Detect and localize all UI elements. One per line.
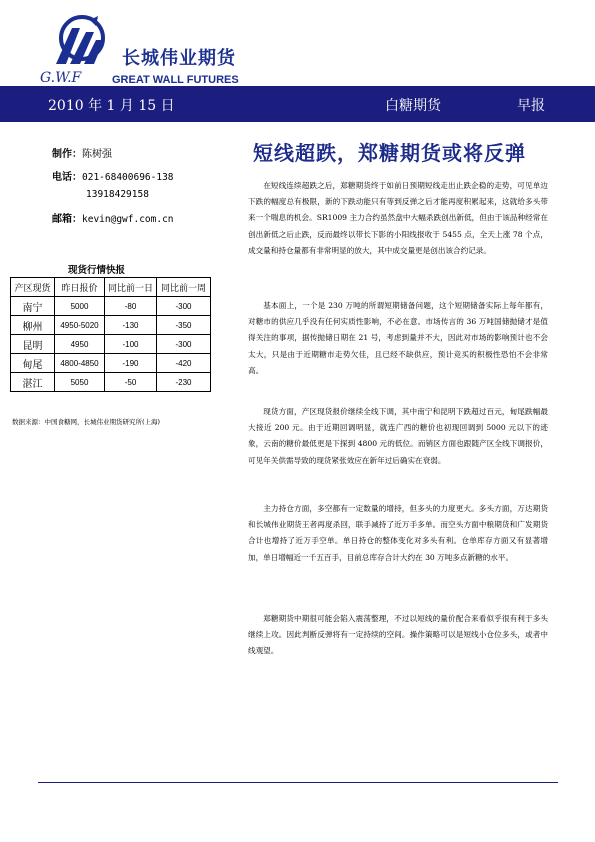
data-source-note: 数据来源：中国食糖网，长城伟业期货研究所(上海) — [12, 418, 161, 426]
weekly-change-cell: -420 — [157, 354, 211, 373]
price-cell: 5000 — [55, 297, 105, 316]
phone-number-1: 021-68400696-138 — [82, 172, 174, 183]
phone-line-2 — [86, 189, 149, 200]
email-line — [52, 210, 174, 225]
phone-number-2: 13918429158 — [86, 189, 149, 200]
region-cell: 昆明 — [11, 335, 55, 354]
article-paragraph: 郑糖期货中期很可能会陷入震荡整理，不过以短线的量价配合来看似乎很有利于多头继续上攻。因此判断反弹将有一定持续的空间。操作策略可以是短线小仓位多头，或者中线观望。 — [248, 614, 548, 656]
table-row — [11, 316, 211, 335]
column-header: 昨日报价 — [55, 278, 105, 297]
phone-line — [52, 168, 174, 183]
article-paragraph: 在短线连续超跌之后，郑糖期货终于如前日预期短线走出止跌企稳的走势，可见单边下跌的幅度总有极限，新的下跌动能只有等到反弹之后才能再度积累起来，这就给多头带来一个喘息的机会。SR1009 主力合约虽然盘中大幅杀跌创出新低，但由于该品种经常在创出新低之后止跌，反而最终以带长下影的小阳线报收于 5455 点，全天上涨 78 个点，成交量和持仓量都有非常明显的放大，其中成交量更是创出该合约记录。 — [248, 181, 548, 255]
region-cell: 湛江 — [11, 373, 55, 392]
price-cell: 5050 — [55, 373, 105, 392]
footer-divider — [38, 782, 558, 783]
article-headline: 短线超跌，郑糖期货或将反弹 — [253, 141, 526, 165]
author-name: 陈树强 — [82, 149, 112, 160]
price-cell: 4950 — [55, 335, 105, 354]
spot-table-title: 现货行情快报 — [68, 265, 126, 276]
report-banner — [0, 86, 595, 122]
article-paragraph: 现货方面，产区现货报价继续全线下调，其中南宁和昆明下跌超过百元，甸尾跌幅最大接近 200 元。由于近期回调明显，就连广西的糖价也初现回调到 5000 元以下的迹象，云南的糖价最低更是下探到 4800 元的低位。而销区方面也跟随产区全线下调报价，可见年关供需导致的现货紧张效应在新年过后确实在衰弱。 — [248, 407, 548, 465]
author-label: 制作： — [52, 149, 82, 160]
table-row — [11, 354, 211, 373]
weekly-change-cell: -300 — [157, 335, 211, 354]
table-row — [11, 335, 211, 354]
company-name-cn: 长城伟业期货 — [122, 48, 236, 69]
spot-price-table — [10, 277, 211, 392]
daily-change-cell: -50 — [105, 373, 157, 392]
region-cell: 南宁 — [11, 297, 55, 316]
company-name-en: GREAT WALL FUTURES — [112, 74, 239, 86]
price-cell: 4800-4850 — [55, 354, 105, 373]
table-row — [11, 297, 211, 316]
table-header-row — [11, 278, 211, 297]
report-date: 2010 年 1 月 15 日 — [48, 98, 175, 114]
weekly-change-cell: -300 — [157, 297, 211, 316]
daily-change-cell: -80 — [105, 297, 157, 316]
article-paragraph: 基本面上，一个是 230 万吨的所谓短期储备问题，这个短期储备实际上每年都有，对糖市的供应几乎没有任何实质性影响，不必在意。市场传言的 36 万吨国储抛储才是值得关注的事项，据传抛储日期在 21 号，考虑到量并不大，因此对市场的影响预计也不会太大，只是由于近期糖市走势欠佳，且已经不缺供应，预计竞买的积极性恐怕不会非常高。 — [248, 301, 548, 375]
daily-change-cell: -100 — [105, 335, 157, 354]
report-category: 白糖期货 — [385, 98, 441, 114]
daily-change-cell: -190 — [105, 354, 157, 373]
price-cell: 4950-5020 — [55, 316, 105, 335]
column-header: 同比前一周 — [157, 278, 211, 297]
column-header: 同比前一日 — [105, 278, 157, 297]
table-row — [11, 373, 211, 392]
daily-change-cell: -130 — [105, 316, 157, 335]
region-cell: 甸尾 — [11, 354, 55, 373]
company-abbr: G.W.F — [40, 70, 82, 86]
weekly-change-cell: -350 — [157, 316, 211, 335]
email-address[interactable]: kevin@gwf.com.cn — [82, 214, 174, 225]
author-line — [52, 145, 112, 160]
great-wall-emblem-icon — [50, 14, 110, 66]
phone-label: 电话： — [52, 172, 82, 183]
column-header: 产区现货 — [11, 278, 55, 297]
report-type: 早报 — [517, 98, 545, 114]
email-label: 邮箱： — [52, 214, 82, 225]
weekly-change-cell: -230 — [157, 373, 211, 392]
region-cell: 柳州 — [11, 316, 55, 335]
article-paragraph: 主力持仓方面，多空都有一定数量的增持，但多头的力度更大。多头方面，万达期货和长城伟业期货王者再度杀回，联手减持了近万手多单。而空头方面中粮期货和广发期货合计也增持了近万手空单。单日持仓的整体变化对多头有利。仓单库存方面又有显著增加，单日增幅近一千五百手，目前总库存合计大约在 30 万吨多点新糖的水平。 — [248, 504, 548, 562]
